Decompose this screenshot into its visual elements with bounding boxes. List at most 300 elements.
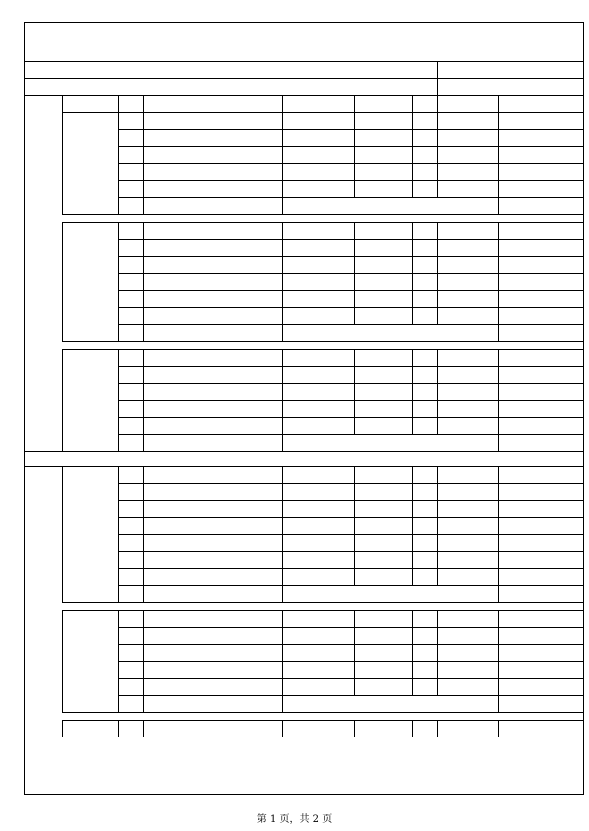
row-qty bbox=[412, 383, 437, 400]
grid-line bbox=[143, 466, 144, 602]
row-qty bbox=[412, 290, 437, 307]
row-unit-price bbox=[437, 517, 498, 534]
section-label bbox=[25, 466, 62, 737]
row-total bbox=[498, 239, 583, 256]
row-unit-price bbox=[437, 483, 498, 500]
grid-line bbox=[498, 349, 499, 451]
row-no bbox=[118, 517, 143, 534]
row-unit-price bbox=[437, 610, 498, 627]
grid-line bbox=[498, 610, 499, 712]
grid-line bbox=[282, 585, 283, 602]
row-total bbox=[498, 307, 583, 324]
row-no bbox=[118, 383, 143, 400]
grid-line bbox=[354, 466, 355, 585]
row-unit bbox=[354, 610, 412, 627]
grid-line bbox=[282, 434, 283, 451]
row-unit-price bbox=[437, 349, 498, 366]
row-no bbox=[118, 146, 143, 163]
row-total bbox=[498, 678, 583, 695]
project-name-row bbox=[25, 62, 437, 78]
grid-line bbox=[282, 96, 283, 112]
row-no bbox=[118, 627, 143, 644]
row-name-spec bbox=[143, 400, 282, 417]
row-unit bbox=[354, 417, 412, 434]
row-unit-price bbox=[437, 146, 498, 163]
grid-line bbox=[437, 96, 438, 112]
row-qty bbox=[412, 517, 437, 534]
row-no bbox=[118, 534, 143, 551]
row-total bbox=[498, 644, 583, 661]
grid-line bbox=[282, 222, 283, 324]
subtotal-label bbox=[143, 695, 282, 712]
row-unit bbox=[354, 568, 412, 585]
grid-line bbox=[143, 349, 144, 451]
grid-line bbox=[62, 341, 583, 342]
header-qty bbox=[412, 96, 437, 112]
row-no bbox=[118, 644, 143, 661]
row-no bbox=[118, 163, 143, 180]
row-name-spec bbox=[143, 661, 282, 678]
row-brand bbox=[282, 180, 354, 197]
row-no bbox=[118, 222, 143, 239]
grid-line bbox=[62, 602, 583, 603]
row-name-spec bbox=[143, 349, 282, 366]
row-unit-price bbox=[437, 500, 498, 517]
row-total bbox=[498, 417, 583, 434]
row-no bbox=[118, 661, 143, 678]
row-name-spec bbox=[143, 239, 282, 256]
subtotal-letter bbox=[118, 434, 143, 451]
grid-line bbox=[62, 222, 63, 341]
grid-line bbox=[62, 349, 63, 451]
row-no bbox=[118, 112, 143, 129]
row-total bbox=[498, 534, 583, 551]
row-name-spec bbox=[143, 273, 282, 290]
row-unit-price bbox=[437, 720, 498, 737]
row-no bbox=[118, 500, 143, 517]
grid-line bbox=[437, 349, 438, 434]
row-unit bbox=[354, 627, 412, 644]
row-name-spec bbox=[143, 568, 282, 585]
group-label bbox=[62, 349, 118, 434]
row-unit bbox=[354, 466, 412, 483]
grid-line bbox=[354, 610, 355, 695]
grid-line bbox=[498, 466, 499, 602]
grid-line bbox=[498, 720, 499, 737]
spec-row bbox=[25, 79, 437, 95]
header-unit-price bbox=[437, 96, 498, 112]
row-brand bbox=[282, 129, 354, 146]
row-unit-price bbox=[437, 163, 498, 180]
row-unit bbox=[354, 551, 412, 568]
row-total bbox=[498, 568, 583, 585]
subtotal-value bbox=[498, 585, 583, 602]
row-no bbox=[118, 551, 143, 568]
row-qty bbox=[412, 483, 437, 500]
row-total bbox=[498, 180, 583, 197]
row-name-spec bbox=[143, 163, 282, 180]
row-unit-price bbox=[437, 627, 498, 644]
row-unit-price bbox=[437, 239, 498, 256]
subtotal-label bbox=[143, 434, 282, 451]
grid-line bbox=[143, 112, 144, 214]
subtotal-label bbox=[143, 324, 282, 341]
row-no bbox=[118, 483, 143, 500]
row-total bbox=[498, 349, 583, 366]
subtotal-value bbox=[498, 324, 583, 341]
row-unit bbox=[354, 517, 412, 534]
sheet-title bbox=[25, 23, 583, 61]
row-name-spec bbox=[143, 290, 282, 307]
row-total bbox=[498, 112, 583, 129]
grid-line bbox=[282, 720, 283, 737]
row-qty bbox=[412, 500, 437, 517]
grid-line bbox=[62, 466, 63, 602]
header-unit bbox=[354, 96, 412, 112]
quote-sheet bbox=[24, 22, 584, 795]
grid-line bbox=[118, 466, 119, 602]
row-unit-price bbox=[437, 366, 498, 383]
row-unit bbox=[354, 222, 412, 239]
grid-line bbox=[62, 112, 63, 214]
grid-line bbox=[498, 112, 499, 214]
row-unit bbox=[354, 349, 412, 366]
row-qty bbox=[412, 129, 437, 146]
row-unit bbox=[354, 534, 412, 551]
area-row bbox=[437, 79, 583, 95]
row-unit-price bbox=[437, 112, 498, 129]
grid-line bbox=[354, 720, 355, 737]
row-total bbox=[498, 222, 583, 239]
row-unit bbox=[354, 366, 412, 383]
grid-line bbox=[437, 61, 438, 95]
grid-line bbox=[118, 720, 119, 737]
row-no bbox=[118, 180, 143, 197]
subtotal-label bbox=[143, 585, 282, 602]
row-qty bbox=[412, 180, 437, 197]
grid-line bbox=[354, 222, 355, 324]
row-unit-price bbox=[437, 129, 498, 146]
grid-line bbox=[118, 349, 119, 451]
row-total bbox=[498, 163, 583, 180]
row-brand bbox=[282, 720, 354, 737]
row-total bbox=[498, 366, 583, 383]
row-name-spec bbox=[143, 627, 282, 644]
row-unit bbox=[354, 273, 412, 290]
row-no bbox=[118, 610, 143, 627]
row-unit-price bbox=[437, 222, 498, 239]
row-total bbox=[498, 146, 583, 163]
row-name-spec bbox=[143, 383, 282, 400]
row-no bbox=[118, 678, 143, 695]
row-brand bbox=[282, 500, 354, 517]
grid-line bbox=[118, 96, 119, 112]
row-unit-price bbox=[437, 273, 498, 290]
row-unit bbox=[354, 239, 412, 256]
row-unit bbox=[354, 146, 412, 163]
row-no bbox=[118, 273, 143, 290]
row-name-spec bbox=[143, 146, 282, 163]
grid-line bbox=[282, 324, 283, 341]
row-unit bbox=[354, 661, 412, 678]
row-unit bbox=[354, 129, 412, 146]
row-name-spec bbox=[143, 720, 282, 737]
row-qty bbox=[412, 256, 437, 273]
grid-line bbox=[412, 610, 413, 695]
subtotal-value bbox=[498, 197, 583, 214]
row-total bbox=[498, 400, 583, 417]
row-unit bbox=[354, 256, 412, 273]
row-brand bbox=[282, 466, 354, 483]
grid-line bbox=[143, 720, 144, 737]
grid-line bbox=[437, 222, 438, 324]
row-unit-price bbox=[437, 466, 498, 483]
row-name-spec bbox=[143, 256, 282, 273]
row-total bbox=[498, 290, 583, 307]
row-unit-price bbox=[437, 383, 498, 400]
row-name-spec bbox=[143, 678, 282, 695]
row-qty bbox=[412, 349, 437, 366]
row-unit bbox=[354, 400, 412, 417]
row-qty bbox=[412, 610, 437, 627]
row-unit-price bbox=[437, 678, 498, 695]
row-brand bbox=[282, 163, 354, 180]
row-name-spec bbox=[143, 112, 282, 129]
grid-line bbox=[498, 222, 499, 341]
subtotal-value bbox=[498, 695, 583, 712]
row-brand bbox=[282, 551, 354, 568]
row-brand bbox=[282, 256, 354, 273]
row-qty bbox=[412, 568, 437, 585]
grid-line bbox=[412, 112, 413, 197]
grid-line bbox=[412, 466, 413, 585]
row-total bbox=[498, 466, 583, 483]
grid-line bbox=[143, 222, 144, 341]
grid-line bbox=[143, 610, 144, 712]
row-unit bbox=[354, 290, 412, 307]
grid-line bbox=[412, 96, 413, 112]
row-brand bbox=[282, 661, 354, 678]
row-unit-price bbox=[437, 180, 498, 197]
grid-line bbox=[25, 451, 583, 452]
row-total bbox=[498, 500, 583, 517]
grid-line bbox=[354, 112, 355, 197]
subtotal-letter bbox=[118, 585, 143, 602]
grid-line bbox=[143, 96, 144, 112]
row-qty bbox=[412, 678, 437, 695]
row-no bbox=[118, 400, 143, 417]
row-name-spec bbox=[143, 534, 282, 551]
row-unit-price bbox=[437, 568, 498, 585]
row-no bbox=[118, 290, 143, 307]
row-brand bbox=[282, 222, 354, 239]
row-no bbox=[118, 568, 143, 585]
row-total bbox=[498, 273, 583, 290]
row-no bbox=[118, 307, 143, 324]
row-brand bbox=[282, 400, 354, 417]
row-brand bbox=[282, 610, 354, 627]
row-no bbox=[118, 366, 143, 383]
grid-line bbox=[282, 197, 283, 214]
row-no bbox=[118, 466, 143, 483]
row-qty bbox=[412, 163, 437, 180]
grid-line bbox=[498, 96, 499, 112]
row-unit bbox=[354, 678, 412, 695]
row-brand bbox=[282, 678, 354, 695]
row-no bbox=[118, 720, 143, 737]
grid-line bbox=[354, 349, 355, 434]
row-name-spec bbox=[143, 483, 282, 500]
row-unit bbox=[354, 112, 412, 129]
row-brand bbox=[282, 273, 354, 290]
row-name-spec bbox=[143, 466, 282, 483]
row-total bbox=[498, 661, 583, 678]
grid-line bbox=[118, 222, 119, 341]
row-qty bbox=[412, 239, 437, 256]
grid-line bbox=[354, 96, 355, 112]
grid-line bbox=[437, 610, 438, 695]
row-qty bbox=[412, 417, 437, 434]
row-qty bbox=[412, 551, 437, 568]
row-brand bbox=[282, 483, 354, 500]
row-unit bbox=[354, 720, 412, 737]
row-no bbox=[118, 417, 143, 434]
row-qty bbox=[412, 534, 437, 551]
grid-line bbox=[437, 466, 438, 585]
row-qty bbox=[412, 720, 437, 737]
row-qty bbox=[412, 146, 437, 163]
row-brand bbox=[282, 366, 354, 383]
row-total bbox=[498, 551, 583, 568]
row-unit bbox=[354, 500, 412, 517]
row-name-spec bbox=[143, 644, 282, 661]
header-item bbox=[62, 96, 118, 112]
grid-line bbox=[437, 720, 438, 737]
group-label bbox=[62, 222, 118, 324]
grid-line bbox=[118, 610, 119, 712]
row-unit-price bbox=[437, 307, 498, 324]
row-qty bbox=[412, 400, 437, 417]
section-label bbox=[25, 96, 62, 451]
subtotal-letter bbox=[118, 324, 143, 341]
row-no bbox=[118, 349, 143, 366]
row-qty bbox=[412, 627, 437, 644]
header-brand bbox=[282, 96, 354, 112]
row-total bbox=[498, 256, 583, 273]
grid-line bbox=[282, 349, 283, 434]
page-footer: 第 1 页，共 2 页 bbox=[256, 814, 333, 825]
row-qty bbox=[412, 112, 437, 129]
row-unit-price bbox=[437, 290, 498, 307]
grid-line bbox=[282, 112, 283, 197]
row-brand bbox=[282, 349, 354, 366]
grid-line bbox=[282, 466, 283, 585]
group-label bbox=[62, 466, 118, 585]
row-total bbox=[498, 517, 583, 534]
group-label bbox=[62, 112, 118, 197]
grid-line bbox=[62, 96, 63, 112]
row-brand bbox=[282, 534, 354, 551]
row-name-spec bbox=[143, 500, 282, 517]
row-name-spec bbox=[143, 129, 282, 146]
header-name-spec bbox=[143, 96, 282, 112]
row-total bbox=[498, 129, 583, 146]
row-brand bbox=[282, 239, 354, 256]
row-unit-price bbox=[437, 400, 498, 417]
grid-line bbox=[412, 720, 413, 737]
row-brand bbox=[282, 644, 354, 661]
row-name-spec bbox=[143, 222, 282, 239]
row-name-spec bbox=[143, 610, 282, 627]
grid-line bbox=[282, 695, 283, 712]
subtotal-value bbox=[498, 434, 583, 451]
row-name-spec bbox=[143, 517, 282, 534]
row-brand bbox=[282, 417, 354, 434]
row-no bbox=[118, 129, 143, 146]
subtotal-label bbox=[143, 197, 282, 214]
row-brand bbox=[282, 290, 354, 307]
grid-line bbox=[62, 214, 583, 215]
row-name-spec bbox=[143, 551, 282, 568]
row-name-spec bbox=[143, 180, 282, 197]
row-brand bbox=[282, 112, 354, 129]
row-qty bbox=[412, 466, 437, 483]
row-unit bbox=[354, 180, 412, 197]
row-brand bbox=[282, 146, 354, 163]
row-unit-price bbox=[437, 661, 498, 678]
row-no bbox=[118, 239, 143, 256]
grid-line bbox=[62, 712, 583, 713]
subtotal-letter bbox=[118, 695, 143, 712]
row-total bbox=[498, 627, 583, 644]
row-brand bbox=[282, 517, 354, 534]
row-qty bbox=[412, 644, 437, 661]
row-unit-price bbox=[437, 417, 498, 434]
row-qty bbox=[412, 307, 437, 324]
row-no bbox=[118, 256, 143, 273]
header-no bbox=[118, 96, 143, 112]
row-qty bbox=[412, 661, 437, 678]
row-unit bbox=[354, 163, 412, 180]
date-row bbox=[437, 62, 583, 78]
row-total bbox=[498, 383, 583, 400]
grid-line bbox=[62, 720, 63, 737]
row-qty bbox=[412, 222, 437, 239]
row-name-spec bbox=[143, 307, 282, 324]
row-total bbox=[498, 610, 583, 627]
header-total bbox=[498, 96, 583, 112]
row-name-spec bbox=[143, 366, 282, 383]
row-qty bbox=[412, 273, 437, 290]
row-brand bbox=[282, 568, 354, 585]
row-unit-price bbox=[437, 644, 498, 661]
grid-line bbox=[412, 349, 413, 434]
grid-line bbox=[437, 112, 438, 197]
row-total bbox=[498, 483, 583, 500]
row-brand bbox=[282, 307, 354, 324]
row-unit bbox=[354, 483, 412, 500]
row-unit bbox=[354, 644, 412, 661]
grid-line bbox=[118, 112, 119, 214]
row-name-spec bbox=[143, 417, 282, 434]
grid-line bbox=[282, 610, 283, 695]
row-qty bbox=[412, 366, 437, 383]
row-unit-price bbox=[437, 256, 498, 273]
grid-line bbox=[412, 222, 413, 324]
row-unit bbox=[354, 383, 412, 400]
grid-line bbox=[62, 610, 63, 712]
row-unit-price bbox=[437, 534, 498, 551]
